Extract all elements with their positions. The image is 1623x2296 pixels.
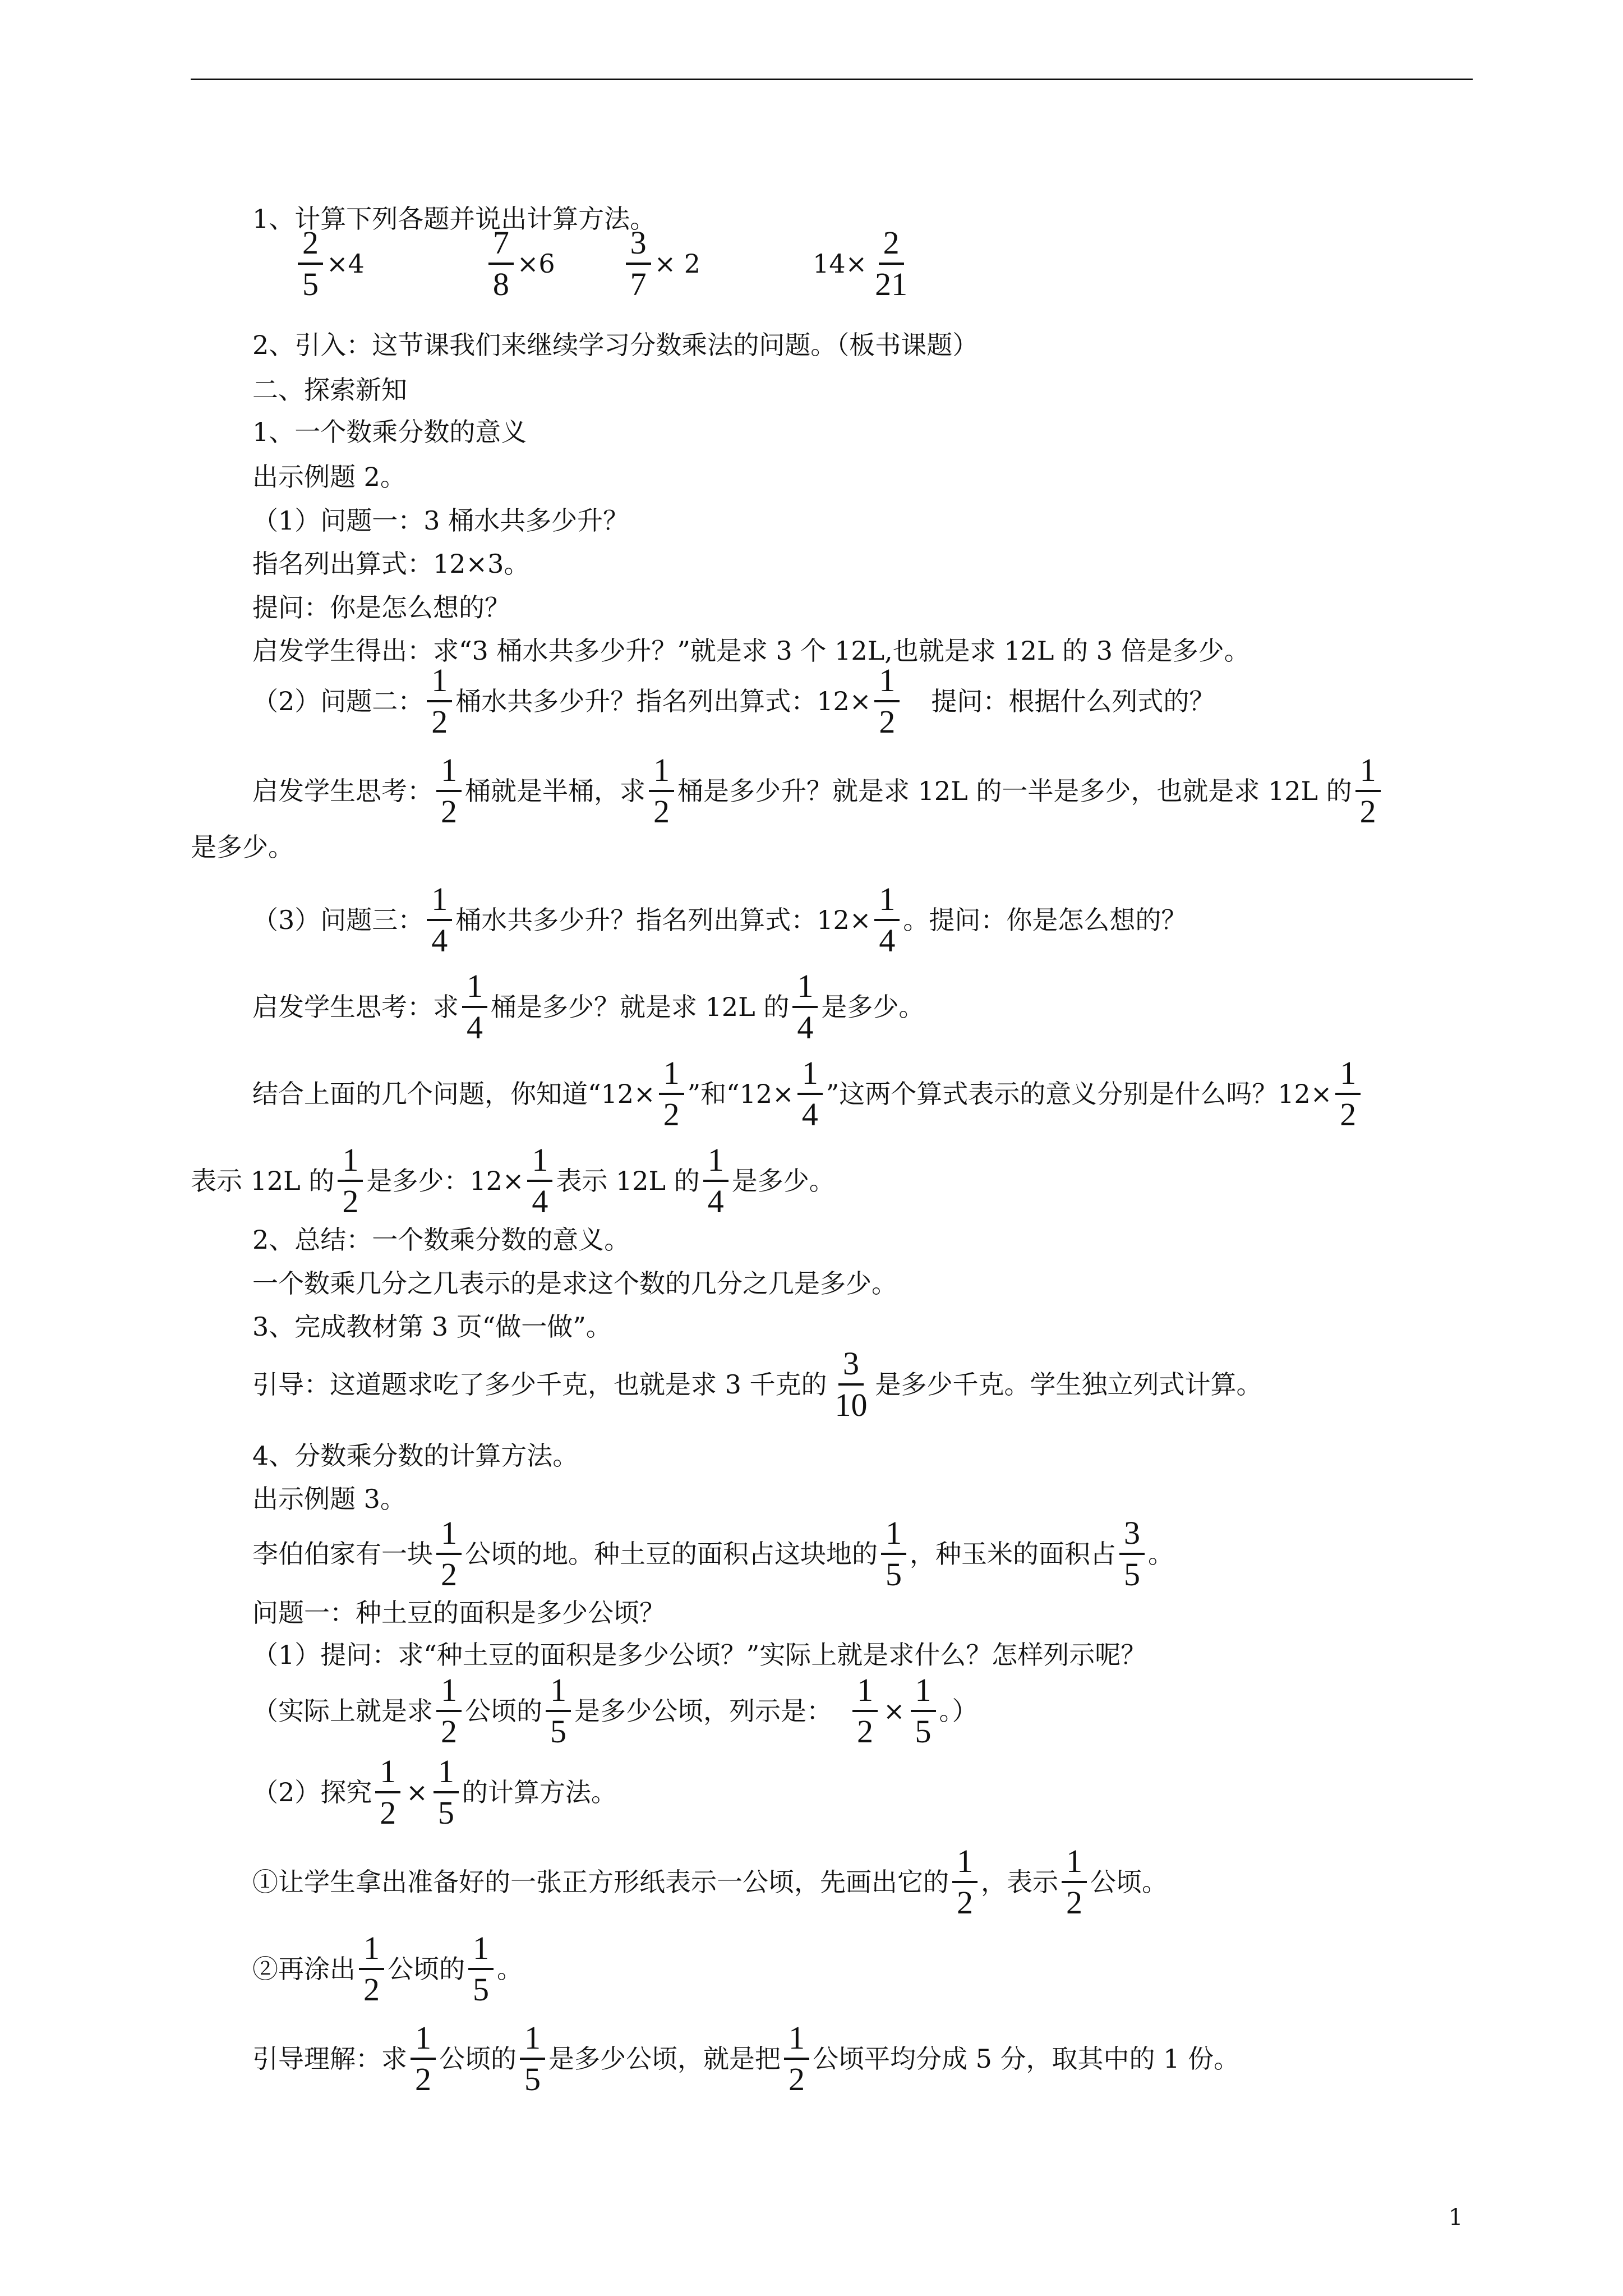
fraction-half — [359, 1932, 384, 2006]
denominator: 5 — [550, 1713, 566, 1750]
fraction — [488, 224, 514, 302]
numerator: 1 — [659, 1057, 684, 1095]
denominator: 8 — [492, 266, 509, 302]
fraction-quarter — [797, 1057, 823, 1131]
numerator: 1 — [427, 883, 452, 921]
numerator: 1 — [852, 1674, 878, 1712]
numerator: 3 — [838, 1347, 864, 1386]
denominator: 2 — [1340, 1096, 1357, 1133]
text-segment: 。 — [497, 1954, 523, 1984]
text-segment: × — [883, 1696, 905, 1726]
text-segment: 桶是多少？就是求 12L 的 — [491, 992, 790, 1022]
text-segment: ×6 — [517, 249, 555, 279]
text-segment: 公顷平均分成 5 分，取其中的 1 份。 — [813, 2044, 1240, 2074]
denominator: 5 — [473, 1971, 489, 2008]
text-segment: 公顷的 — [465, 1696, 542, 1726]
text-segment: 是多少：12× — [366, 1166, 524, 1196]
text-segment: ，表示 — [981, 1867, 1058, 1897]
fraction-half — [874, 664, 900, 738]
numerator: 1 — [411, 2022, 436, 2060]
numerator: 1 — [874, 883, 900, 921]
fraction-fifth — [546, 1674, 571, 1748]
numerator: 3 — [1119, 1517, 1145, 1555]
denominator: 5 — [886, 1556, 902, 1593]
text-segment: 启发学生思考：求 — [252, 992, 459, 1022]
guide-2 — [252, 2019, 1240, 2097]
denominator: 2 — [441, 1556, 457, 1593]
step-1 — [252, 1843, 1168, 1921]
denominator: 2 — [441, 1713, 457, 1750]
numerator: 1 — [462, 970, 487, 1008]
inspire-2 — [252, 752, 1384, 830]
numerator: 1 — [784, 2022, 809, 2060]
actual-line — [252, 1672, 978, 1750]
combine-line-1 — [252, 1055, 1364, 1133]
fraction-half — [1062, 1845, 1087, 1919]
text-segment: 的计算方法。 — [462, 1777, 617, 1807]
text-segment: 公顷的地。种土豆的面积占这块地的 — [465, 1539, 878, 1569]
text-segment: 桶就是半桶，求 — [465, 776, 645, 806]
numerator: 1 — [1355, 754, 1381, 792]
text-segment: 启发学生得出：求“3 桶水共多少升？”就是求 3 个 12L,也就是求 12L 的 3 倍是多少。 — [252, 636, 1250, 666]
example-3 — [252, 1471, 406, 1527]
fraction-quarter — [792, 970, 818, 1044]
fraction-half — [436, 1517, 462, 1591]
numerator: 7 — [488, 227, 514, 265]
exercise-row — [294, 224, 915, 302]
denominator: 2 — [342, 1183, 359, 1220]
numerator: 1 — [520, 2022, 545, 2060]
fraction-three-fifths — [1119, 1517, 1145, 1591]
fraction-half — [427, 664, 452, 738]
text-segment: 问题一：种土豆的面积是多少公顷？ — [252, 1598, 665, 1628]
fraction-fifth — [911, 1674, 936, 1748]
text-segment: 2、引入：这节课我们来继续学习分数乘法的问题。（板书课题） — [252, 330, 979, 360]
denominator: 2 — [441, 793, 457, 830]
text-segment: 是多少千克。学生独立列式计算。 — [875, 1369, 1262, 1400]
text-segment: 引导理解：求 — [252, 2044, 407, 2074]
text-segment: 桶是多少升？就是求 12L 的一半是多少，也就是求 12L 的 — [677, 776, 1352, 806]
numerator: 1 — [338, 1144, 363, 1182]
denominator: 4 — [879, 922, 896, 959]
ask-2 — [252, 1627, 1146, 1683]
fraction — [626, 224, 651, 302]
numerator: 1 — [881, 1517, 906, 1555]
text-segment: × — [406, 1777, 428, 1807]
numerator: 1 — [436, 754, 462, 792]
fraction-half — [784, 2019, 809, 2097]
numerator: 1 — [436, 1517, 462, 1555]
text-segment: 引导：这道题求吃了多少千克，也就是求 3 千克的 — [252, 1369, 827, 1400]
fraction-half — [659, 1057, 684, 1131]
denominator: 4 — [467, 1009, 483, 1046]
text-segment: ，种玉米的面积占 — [910, 1539, 1116, 1569]
denominator: 7 — [630, 266, 647, 302]
denominator: 2 — [363, 1971, 380, 2008]
denominator: 2 — [789, 2061, 805, 2097]
text-segment: 1、一个数乘分数的意义 — [252, 417, 527, 447]
fraction-half — [436, 1674, 462, 1748]
fraction-half — [649, 754, 674, 828]
denominator: 2 — [653, 793, 670, 830]
denominator: 5 — [302, 266, 319, 302]
text-segment: ①让学生拿出准备好的一张正方形纸表示一公顷，先画出它的 — [252, 1867, 949, 1897]
denominator: 5 — [437, 1795, 454, 1831]
text-segment: 表示 12L 的 — [191, 1166, 335, 1196]
fraction-fifth — [434, 1755, 459, 1829]
numerator: 1 — [1062, 1845, 1087, 1883]
numerator: 1 — [952, 1845, 978, 1883]
denominator: 4 — [707, 1183, 724, 1220]
text-segment: 。提问：你是怎么想的？ — [903, 905, 1187, 935]
text-segment: 是多少。 — [821, 992, 925, 1022]
text-segment: 一个数乘几分之几表示的是求这个数的几分之几是多少。 — [252, 1268, 897, 1299]
text-segment: 提问：根据什么列式的？ — [931, 686, 1215, 716]
numerator: 1 — [703, 1144, 728, 1182]
denominator: 2 — [663, 1096, 680, 1133]
text-segment: （实际上就是求 — [252, 1696, 433, 1726]
text-segment: 桶水共多少升？指名列出算式：12× — [455, 686, 872, 716]
text-segment: 公顷。 — [1090, 1867, 1168, 1897]
text-segment: 是多少。 — [731, 1166, 835, 1196]
text-segment: 是多少公顷，就是把 — [548, 2044, 781, 2074]
text-segment: （2）问题二： — [252, 686, 424, 716]
fraction-half — [375, 1755, 400, 1829]
denominator: 2 — [415, 2061, 431, 2097]
numerator: 1 — [434, 1755, 459, 1793]
numerator: 2 — [879, 227, 904, 265]
text-segment: 公顷的 — [439, 2044, 517, 2074]
text-segment: 指名列出算式：12×3。 — [252, 549, 530, 579]
denominator: 4 — [431, 922, 448, 959]
denominator: 2 — [879, 703, 896, 740]
text-segment: 。） — [939, 1696, 978, 1726]
denominator: 2 — [957, 1884, 973, 1921]
text-segment: （2）探究 — [252, 1777, 372, 1807]
inspire-1 — [252, 623, 1250, 679]
text-segment: × 2 — [654, 249, 701, 279]
fraction-half — [952, 1845, 978, 1919]
fraction-half — [338, 1144, 363, 1218]
inspire-2-end — [191, 819, 294, 875]
fraction-quarter — [874, 883, 900, 957]
subsection-3 — [252, 1299, 612, 1355]
text-segment: 1、计算下列各题并说出计算方法。 — [252, 204, 656, 234]
text-segment: 公顷的 — [388, 1954, 465, 1984]
guide-line — [252, 1345, 1262, 1423]
text-segment: （1）提问：求“种土豆的面积是多少公顷？”实际上就是求什么？怎样列示呢？ — [252, 1640, 1147, 1670]
denominator: 2 — [1066, 1884, 1082, 1921]
text-segment: 2、总结：一个数乘分数的意义。 — [252, 1225, 630, 1255]
fraction-fifth — [881, 1517, 906, 1591]
fraction-quarter — [462, 970, 487, 1044]
combine-line-2 — [191, 1142, 835, 1220]
numerator: 1 — [911, 1674, 936, 1712]
text-segment: ”和“12× — [687, 1079, 794, 1109]
numerator: 1 — [797, 1057, 823, 1095]
fraction-fifth — [468, 1932, 494, 2006]
problem-2 — [252, 662, 1215, 740]
denominator: 4 — [801, 1096, 818, 1133]
fraction-half — [436, 754, 462, 828]
text-segment: 结合上面的几个问题，你知道“12× — [252, 1079, 656, 1109]
fraction-half — [1335, 1057, 1361, 1131]
text-segment: 桶水共多少升？指名列出算式：12× — [455, 905, 872, 935]
text-segment: 二、探索新知 — [252, 375, 407, 405]
text-segment: 是多少公顷，列示是： — [574, 1696, 832, 1726]
fraction-half — [411, 2019, 436, 2097]
header-rule — [191, 79, 1473, 80]
denominator: 10 — [834, 1387, 868, 1423]
text-segment: ×4 — [326, 249, 365, 279]
problem-3 — [252, 881, 1187, 959]
text-segment: ”这两个算式表示的意义分别是什么吗？12× — [826, 1079, 1332, 1109]
denominator: 4 — [797, 1009, 814, 1046]
text-segment: 出示例题 2。 — [252, 462, 406, 492]
denominator: 4 — [532, 1183, 548, 1220]
fraction-half — [852, 1674, 878, 1748]
fraction — [298, 224, 323, 302]
numerator: 1 — [375, 1755, 400, 1793]
numerator: 1 — [527, 1144, 552, 1182]
denominator: 2 — [380, 1795, 396, 1831]
fraction-half — [1355, 754, 1381, 828]
numerator: 3 — [626, 227, 651, 265]
text-segment: 4、分数乘分数的计算方法。 — [252, 1441, 579, 1471]
numerator: 1 — [874, 664, 900, 702]
numerator: 1 — [359, 1932, 384, 1970]
numerator: 2 — [298, 227, 323, 265]
denominator: 21 — [875, 266, 908, 302]
text-segment: 提问：你是怎么想的？ — [252, 592, 510, 623]
text-segment: 3、完成教材第 3 页“做一做”。 — [252, 1312, 612, 1342]
fraction-fifth — [520, 2019, 545, 2097]
text-segment: ②再涂出 — [252, 1954, 356, 1984]
numerator: 1 — [436, 1674, 462, 1712]
inspire-3 — [252, 968, 925, 1046]
denominator: 5 — [915, 1713, 932, 1750]
text-segment: 14× — [813, 249, 868, 279]
numerator: 1 — [427, 664, 452, 702]
explore-line — [252, 1753, 617, 1831]
text-segment: 启发学生思考： — [252, 776, 433, 806]
text-segment: （1）问题一：3 桶水共多少升？ — [252, 505, 629, 536]
fraction-quarter — [527, 1144, 552, 1218]
numerator: 1 — [468, 1932, 494, 1970]
page-number: 1 — [1449, 2205, 1463, 2230]
text-segment: （3）问题三： — [252, 905, 424, 935]
text-segment: 是多少。 — [191, 832, 294, 862]
text-segment: 。 — [1148, 1539, 1174, 1569]
text-segment: 表示 12L 的 — [556, 1166, 700, 1196]
numerator: 1 — [792, 970, 818, 1008]
numerator: 1 — [649, 754, 674, 792]
li-line — [252, 1515, 1174, 1593]
denominator: 2 — [1359, 793, 1376, 830]
fraction-quarter — [427, 883, 452, 957]
fraction-three-tenths — [831, 1347, 872, 1421]
denominator: 2 — [431, 703, 448, 740]
numerator: 1 — [1335, 1057, 1361, 1095]
step-2 — [252, 1930, 523, 2008]
text-segment: 李伯伯家有一块 — [252, 1539, 433, 1569]
denominator: 5 — [524, 2061, 541, 2097]
fraction-quarter — [703, 1144, 728, 1218]
text-segment: 出示例题 3。 — [252, 1484, 406, 1514]
numerator: 1 — [546, 1674, 571, 1712]
fraction — [870, 224, 912, 302]
denominator: 2 — [857, 1713, 873, 1750]
denominator: 5 — [1124, 1556, 1140, 1593]
